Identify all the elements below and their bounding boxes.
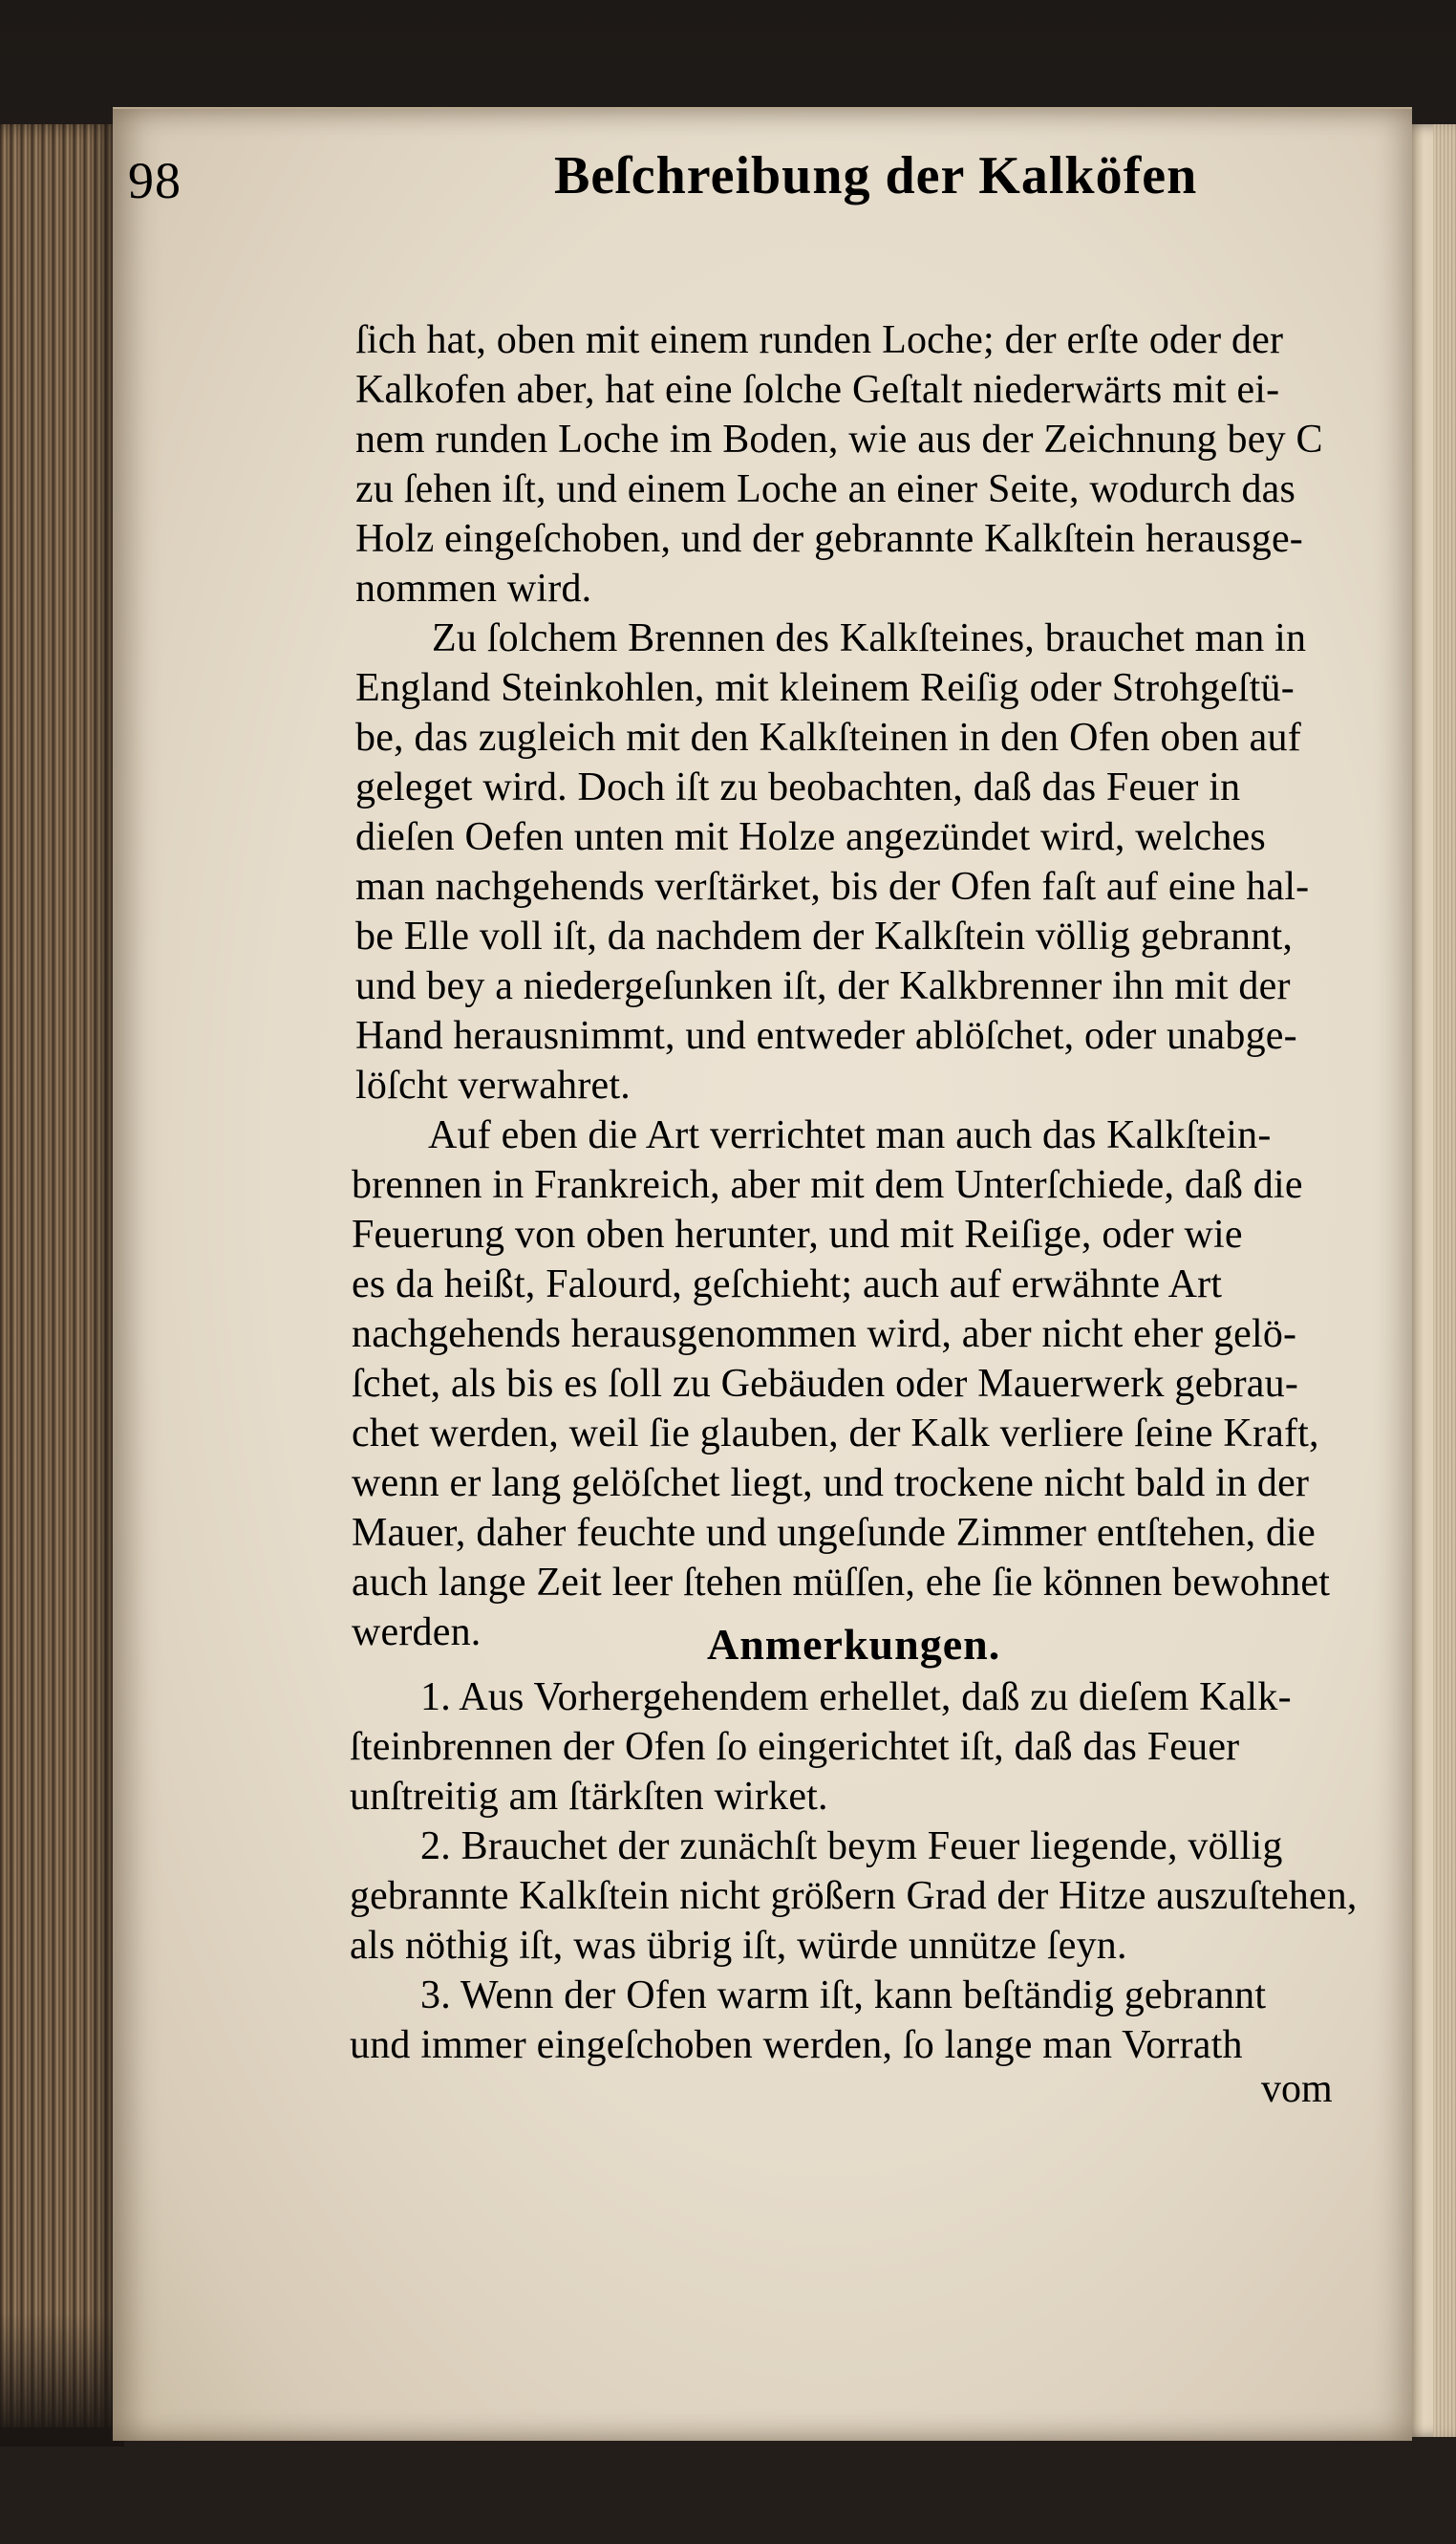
text-line: ſchet, als bis es ſoll zu Gebäuden oder Mauerwerk gebrau- (352, 1362, 1299, 1406)
text-line: Hand herausnimmt, und entweder ablöſchet, oder unabge- (355, 1014, 1297, 1058)
text-line: nem runden Loche im Boden, wie aus der Zeichnung bey C (355, 418, 1323, 462)
page-stack-shadow (0, 2313, 124, 2447)
text-line: nachgehends herausgenommen wird, aber nicht eher gelö- (352, 1312, 1297, 1356)
text-line: und bey a niedergeſunken iſt, der Kalkbrenner ihn mit der (355, 964, 1291, 1008)
note-line: 3. Wenn der Ofen warm iſt, kann beſtändig gebrannt (420, 1973, 1267, 2017)
text-line: England Steinkohlen, mit kleinem Reiſig oder Strohgeſtü- (355, 666, 1295, 710)
text-line: ſich hat, oben mit einem runden Loche; der erſte oder der (355, 318, 1284, 362)
text-line: brennen in Frankreich, aber mit dem Unterſchiede, daß die (352, 1163, 1303, 1207)
text-line: Mauer, daher feuchte und ungeſunde Zimmer entſtehen, die (352, 1511, 1316, 1555)
text-line: be Elle voll iſt, da nachdem der Kalkſtein völlig gebrannt, (355, 915, 1294, 959)
text-line: nommen wird. (355, 567, 592, 611)
note-line: als nöthig iſt, was übrig iſt, würde unnütze ſeyn. (350, 1924, 1127, 1968)
text-line: wenn er lang gelöſchet liegt, und trockene nicht bald in der (352, 1461, 1310, 1505)
text-line: dieſen Oefen unten mit Holze angezündet wird, welches (355, 815, 1266, 859)
note-line: und immer eingeſchoben werden, ſo lange man Vorrath (350, 2023, 1243, 2067)
text-line: es da heißt, Falourd, geſchieht; auch auf erwähnte Art (352, 1262, 1223, 1306)
text-line: zu ſehen iſt, und einem Loche an einer Seite, wodurch das (355, 467, 1296, 511)
facing-page-edge (1433, 124, 1456, 2437)
text-line: man nachgehends verſtärket, bis der Ofen faſt auf eine hal- (355, 865, 1310, 909)
section-heading: Anmerkungen. (707, 1620, 1001, 1669)
text-line: werden. (352, 1610, 482, 1654)
text-line: auch lange Zeit leer ſtehen müſſen, ehe ſie können bewohnet (352, 1561, 1331, 1605)
text-line: chet werden, weil ſie glauben, der Kalk verliere ſeine Kraft, (352, 1412, 1319, 1455)
note-line: 2. Brauchet der zunächſt beym Feuer liegende, völlig (420, 1824, 1283, 1868)
note-line: 1. Aus Vorhergehendem erhellet, daß zu dieſem Kalk- (420, 1675, 1292, 1719)
text-line: Feuerung von oben herunter, und mit Reiſige, oder wie (352, 1213, 1243, 1257)
running-title: Beſchreibung der Kalköfen (554, 146, 1198, 205)
text-line: Auf eben die Art verrichtet man auch das Kalkſtein- (428, 1113, 1272, 1157)
catchword: vom (1261, 2067, 1333, 2111)
note-line: ſteinbrennen der Ofen ſo eingerichtet iſt, daß das Feuer (350, 1725, 1240, 1769)
text-line: Kalkofen aber, hat eine ſolche Geſtalt niederwärts mit ei- (355, 368, 1280, 412)
note-line: unſtreitig am ſtärkſten wirket. (350, 1775, 828, 1819)
text-line: löſcht verwahret. (355, 1064, 631, 1108)
page-number: 98 (128, 152, 182, 209)
text-line: Zu ſolchem Brennen des Kalkſteines, brauchet man in (432, 616, 1307, 660)
note-line: gebrannte Kalkſtein nicht größern Grad der Hitze auszuſtehen, (350, 1874, 1358, 1918)
text-line: be, das zugleich mit den Kalkſteinen in den Ofen oben auf (355, 716, 1301, 760)
text-line: Holz eingeſchoben, und der gebrannte Kalkſtein herausge- (355, 517, 1303, 561)
page-stack-edge (0, 124, 113, 2427)
text-line: geleget wird. Doch iſt zu beobachten, daß das Feuer in (355, 765, 1241, 809)
